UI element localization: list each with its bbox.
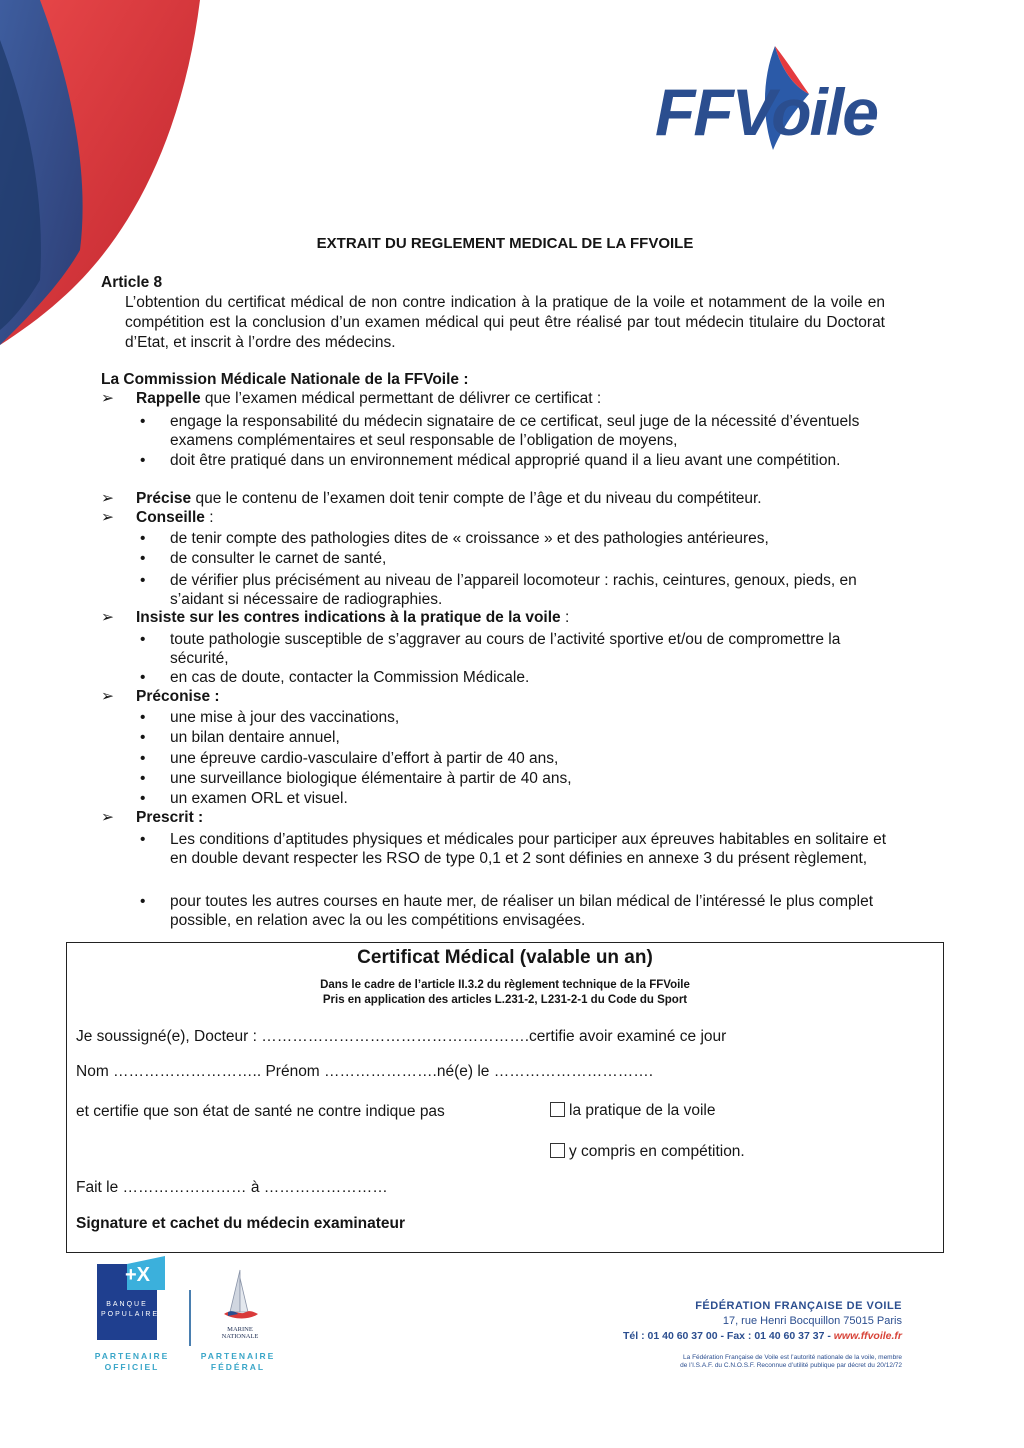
point-rappelle [101,389,601,409]
list-item-text: toute pathologie susceptible de s’aggraver au cours de l’activité sportive et/ou de compromettre la sécurité, [170,631,841,667]
point-prescrit [101,808,203,828]
arrow-icon: ➢ [101,509,114,526]
arrow-icon: ➢ [101,609,114,626]
federation-address: 17, rue Henri Bocquillon 75015 Paris [722,1315,902,1327]
option-sailing-practice[interactable] [550,1102,716,1120]
bullet-icon: • [140,413,146,430]
point-lead: Prescrit : [136,809,204,826]
list-item-text: pour toutes les autres courses en haute mer, de réaliser un bilan médical de l’intéressé le plus complet possible, en relation avec la ou les compétitions envisagées. [170,893,874,929]
option-competition[interactable] [550,1143,745,1161]
divider [189,1290,191,1346]
bullet-icon: • [140,893,146,910]
certificate-title: Certificat Médical (valable un an) [357,947,653,968]
point-lead: Insiste sur les contres indications à la pratique de la voile [136,609,561,626]
patient-identity-fields[interactable]: Nom ……………………….. Prénom ………………….né(e) le …………………………. [76,1063,654,1080]
doctor-field[interactable]: Je soussigné(e), Docteur : …………………………………………….certifie avoir examiné ce jour [76,1028,727,1045]
mn-partner-caption: PARTENAIRE FÉDÉRAL [200,1351,276,1372]
point-lead: Précise [136,490,192,507]
bp-logo-mark: +X [125,1264,151,1286]
list-item-text: de consulter le carnet de santé, [170,550,387,567]
marine-nationale-logo [210,1268,270,1328]
bullet-icon: • [140,550,146,567]
point-precise [101,489,762,509]
date-place-fields[interactable]: Fait le …………………… à …………………… [76,1179,388,1196]
logo-text: FFVoile [655,75,877,149]
list-item-text: doit être pratiqué dans un environnement médical approprié quand il a lieu avant une compétition. [170,452,841,469]
website-link[interactable]: www.ffvoile.fr [833,1330,902,1342]
point-lead: Préconise : [136,688,220,705]
point-text: que l’examen médical permettant de délivrer ce certificat : [200,390,602,407]
arrow-icon: ➢ [101,809,114,826]
list-item-text: Les conditions d’aptitudes physiques et médicales pour participer aux épreuves habitables en solitaire et en double devant respecter les RSO de type 0,1 et 2 sont définies en annexe 3 du présent règlement, [170,831,887,867]
list-item-text: en cas de doute, contacter la Commission Médicale. [170,669,530,686]
federation-contact [623,1330,902,1342]
bullet-icon: • [140,631,146,648]
list-item-text: un examen ORL et visuel. [170,790,348,807]
certificate-subtitle-2: Pris en application des articles L.231-2, L231-2-1 du Code du Sport [322,994,688,1006]
list-item-text: une surveillance biologique élémentaire à partir de 40 ans, [170,770,572,787]
point-conseille [101,508,214,528]
document-title: EXTRAIT DU REGLEMENT MEDICAL DE LA FFVOILE [316,235,694,252]
option-label: la pratique de la voile [569,1102,716,1119]
bullet-icon: • [140,452,146,469]
checkbox[interactable] [550,1143,565,1158]
bp-logo-name: BANQUE POPULAIRE [101,1301,160,1318]
list-item-text: de vérifier plus précisément au niveau de l’appareil locomoteur : rachis, ceintures, genoux, pieds, en s’aidant si nécessaire de radiographies. [170,572,857,608]
option-label: y compris en compétition. [569,1143,745,1160]
list-item-text: engage la responsabilité du médecin signataire de ce certificat, seul juge de la nécessité d’éventuels examens complémentaires et seul responsable de l’obligation de moyens, [170,413,860,449]
marine-nationale-name: MARINE NATIONALE [221,1326,259,1340]
point-text: : [560,609,570,626]
point-insiste [101,608,569,628]
point-text: que le contenu de l’examen doit tenir compte de l’âge et du niveau du compétiteur. [191,490,762,507]
bp-partner-caption: PARTENAIRE OFFICIEL [94,1351,170,1372]
checkbox[interactable] [550,1102,565,1117]
list-item-text: de tenir compte des pathologies dites de « croissance » et des pathologies antérieures, [170,530,769,547]
article-heading: Article 8 [101,274,163,291]
bullet-icon: • [140,669,146,686]
point-text: : [204,509,214,526]
banque-populaire-logo [97,1256,165,1342]
bullet-icon: • [140,709,146,726]
list-item-text: une mise à jour des vaccinations, [170,709,400,726]
list-item-text: une épreuve cardio-vasculaire d’effort à partir de 40 ans, [170,750,559,767]
list-item-text: un bilan dentaire annuel, [170,729,340,746]
point-lead: Conseille [136,509,205,526]
bullet-icon: • [140,729,146,746]
phone-fax: Tél : 01 40 60 37 00 - Fax : 01 40 60 37 37 - [623,1330,834,1342]
arrow-icon: ➢ [101,490,114,507]
bullet-icon: • [140,770,146,787]
certificate-subtitle-1: Dans le cadre de l’article II.3.2 du règlement technique de la FFVoile [320,979,690,991]
bullet-icon: • [140,750,146,767]
bullet-icon: • [140,790,146,807]
commission-heading: La Commission Médicale Nationale de la FFVoile : [101,371,469,388]
arrow-icon: ➢ [101,688,114,705]
legal-notice: La Fédération Française de Voile est l’autorité nationale de la voile, membre de l’I.S.A.F. du C.N.O.S.F. Reconnue d’utilité publique par décret du 20/12/72 [680,1354,902,1369]
medical-certificate-form [66,942,944,1253]
ffvoile-logo [655,46,915,158]
bullet-icon: • [140,831,146,848]
federation-name: FÉDÉRATION FRANÇAISE DE VOILE [695,1300,902,1312]
bullet-icon: • [140,572,146,589]
point-lead: Rappelle [136,390,201,407]
bullet-icon: • [140,530,146,547]
article-body: L’obtention du certificat médical de non contre indication à la pratique de la voile et notamment de la voile en compétition est la conclusion d’un examen médical qui peut être réalisé par tout médecin titulaire du Doctorat d’Etat, et inscrit à l’ordre des médecins. [125,294,885,351]
signature-label: Signature et cachet du médecin examinateur [76,1215,406,1232]
arrow-icon: ➢ [101,390,114,407]
certify-text: et certifie que son état de santé ne contre indique pas [76,1103,445,1120]
point-preconise [101,687,220,707]
